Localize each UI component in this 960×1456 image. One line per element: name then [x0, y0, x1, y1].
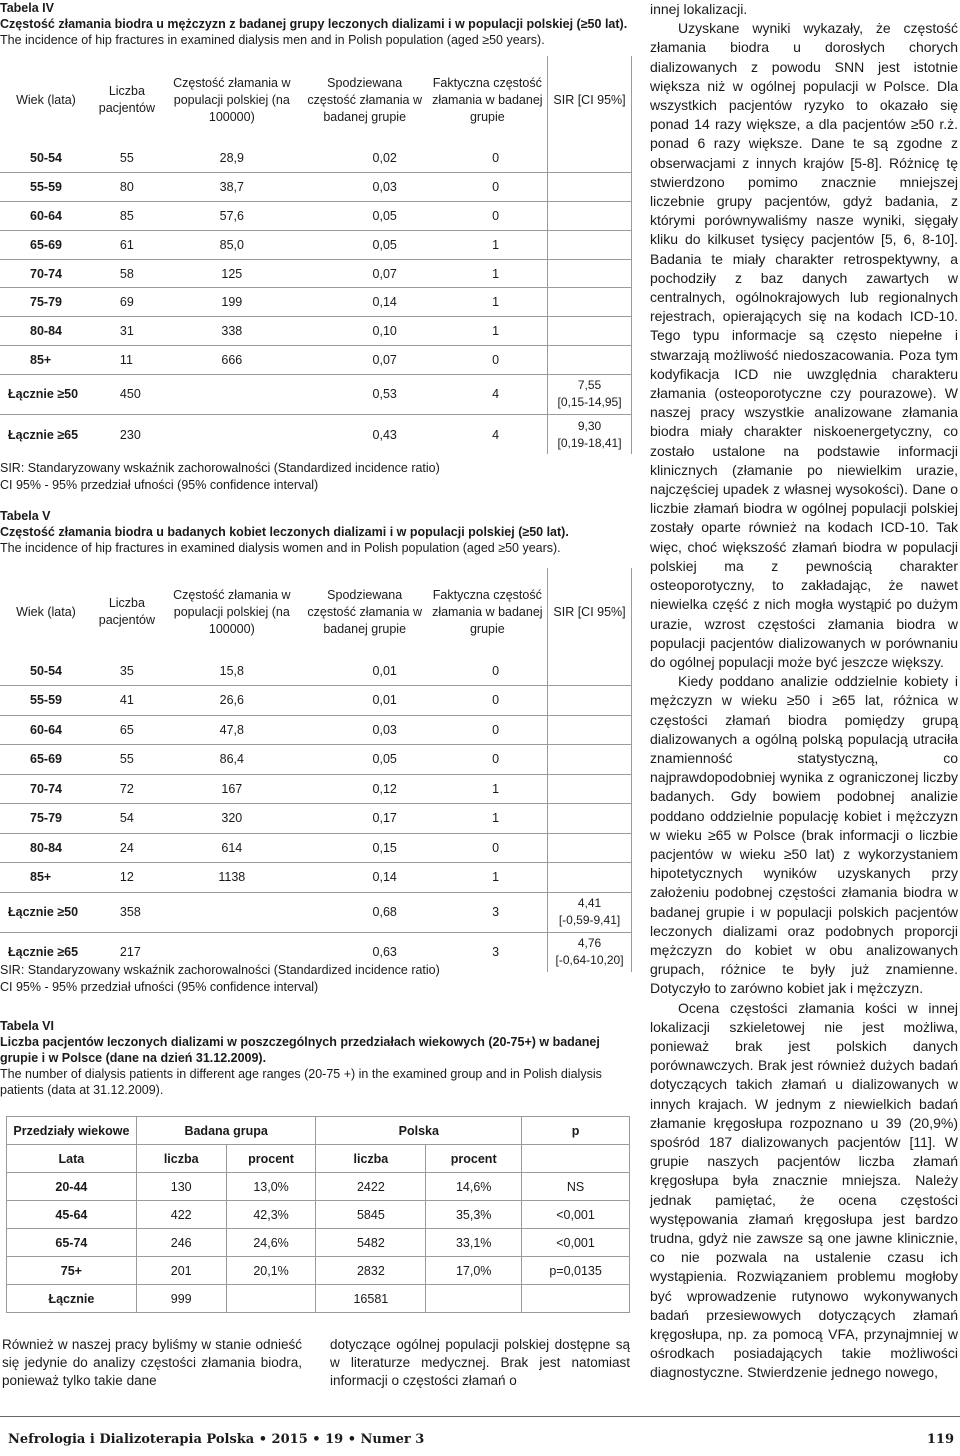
table5-cell-age: 60-64: [0, 715, 92, 745]
table5-cell-exp: 0,15: [302, 833, 428, 863]
table6-title-en: The number of dialysis patients in different age ranges (20-75 +) in the examined group and in Polish dialysis patients (data at 31.12.2009).: [0, 1067, 602, 1097]
table4-row: [0, 317, 632, 346]
table6-cell: 20,1%: [226, 1257, 316, 1285]
table4-cell-sir: [548, 173, 632, 202]
table6-cell: [426, 1285, 522, 1313]
table6-cell: 75+: [7, 1257, 137, 1285]
table4-column-header: Liczba pacjentów: [98, 84, 156, 115]
table5-column-header: Liczba pacjentów: [98, 596, 156, 627]
table6-cell: 2832: [316, 1257, 426, 1285]
table5-row: [0, 804, 632, 834]
table4-title-pl: Częstość złamania biodra u mężczyzn z badanej grupy leczonych dializami i w populacji polskiej (≥50 lat).: [0, 17, 628, 31]
table6-cell: 35,3%: [426, 1201, 522, 1229]
table6-header-row-2: [7, 1145, 630, 1173]
table5-header-row: [0, 568, 632, 656]
table4-cell-pl: 85,0: [162, 230, 302, 259]
table5-cell-age: Łącznie ≥50: [0, 892, 92, 932]
table4-caption: [0, 0, 632, 48]
table6-header-cell: [522, 1145, 630, 1173]
table4-column-header: Spodziewana częstość złamania w badanej grupie: [307, 75, 422, 124]
table6-cell: 130: [136, 1173, 226, 1201]
table4-cell-exp: 0,05: [302, 202, 428, 231]
body-text-col1: Również w naszej pracy byliśmy w stanie odnieść się jedynie do analizy częstości złamania biodra, ponieważ tylko takie dane: [2, 1337, 302, 1388]
table6-cell: 65-74: [7, 1229, 137, 1257]
table5-cell-act: 0: [428, 686, 548, 716]
table4-cell-sir: 7,55 [0,15-14,95]: [548, 374, 632, 414]
table4-label: Tabela IV: [0, 1, 54, 15]
table4-cell-pl: [162, 374, 302, 414]
table4-cell-act: 1: [428, 259, 548, 288]
table5-cell-act: 3: [428, 932, 548, 972]
table5-cell-age: Łącznie ≥65: [0, 932, 92, 972]
table5-cell-age: 55-59: [0, 686, 92, 716]
table4-cell-act: 1: [428, 230, 548, 259]
table4-title-en: The incidence of hip fractures in examined dialysis men and in Polish population (aged ≥50 years).: [0, 33, 545, 47]
table5-cell-age: 80-84: [0, 833, 92, 863]
table4-cell-n: 69: [92, 288, 162, 317]
table5-cell-exp: 0,05: [302, 745, 428, 775]
table4-cell-exp: 0,07: [302, 346, 428, 375]
table4-cell-sir: [548, 346, 632, 375]
table5-cell-age: 65-69: [0, 745, 92, 775]
table4-row: [0, 230, 632, 259]
paragraph: innej lokalizacji.: [650, 1, 748, 17]
table6-cell: 422: [136, 1201, 226, 1229]
table4-cell-pl: 666: [162, 346, 302, 375]
table4-column-header: SIR [CI 95%]: [548, 56, 632, 144]
table5-cell-n: 65: [92, 715, 162, 745]
table5-cell-exp: 0,14: [302, 863, 428, 893]
table4-cell-act: 0: [428, 346, 548, 375]
table4-cell-pl: 38,7: [162, 173, 302, 202]
table5-cell-exp: 0,68: [302, 892, 428, 932]
paragraph: Uzyskane wyniki wykazały, że częstość złamania biodra u dorosłych chorych dializowanych z powodu SNN jest istotnie większa niż w ogólnej populacji w Polsce. Dla wszystkich pacjentów ryzyko to okazało się ponad 14 razy większe, a dla pacjentów ≥50 r.ż. ponad 6 razy większe. Dane te są zgodne z obserwacjami z innych krajów [5-8]. Różnicę tę stwierdzono pomimo znacznie mniejszej liczebnie grupy pacjentów, gdyż badania, z którymi porównywaliśmy nasze wyniki, sięgały kliku do kilkuset tysięcy pacjentów [5, 6, 8-10]. Badania te miały charakter retrospektywny, a pochodziły z baz danych zawartych w centralnych, ogólnokrajowych lub regionalnych rejestrach, opierających się na kodach ICD-10. Tego typu informacje są często niepełne i stwarzają możliwość niedoszacowania. Poza tym kodyfikacja ICD nie uwzględnia charakteru złamania (osteoporotyczne czy pourazowe). W naszej pracy wszystkie analizowane złamania biodra miały charakter niskoenergetyczny, co zostało ustalone na podstawie informacji klinicznych (złamanie po niewielkim urazie, najczęściej upadek z własnej wysokości). Dane o liczbie złamań biodra w ogólnej populacji polskiej zostały oparte również na kodach ICD-10. Tak więc, choć większość złamań biodra w populacji polskiej ma z pewnością charakter osteoporotyczny, to zakładając, że nawet niewielka część z nich mogła wystąpić po dużym urazie, wzrost częstości złamania biodra w populacji pacjentów dializowanych w porównaniu do ogólnej populacji może być jeszcze większy.: [650, 20, 958, 670]
table4-cell-act: 4: [428, 374, 548, 414]
table6-cell: 17,0%: [426, 1257, 522, 1285]
table5-cell-pl: 86,4: [162, 745, 302, 775]
table5-note-sir: SIR: Standaryzowany wskaźnik zachorowalności (Standardized incidence ratio): [0, 963, 440, 977]
table4-cell-n: 31: [92, 317, 162, 346]
table4-column-header: Częstość złamania w populacji polskiej (na 100000): [173, 75, 291, 124]
table4-notes: [0, 460, 632, 494]
table6-cell: 2422: [316, 1173, 426, 1201]
table6-cell: 5482: [316, 1229, 426, 1257]
table5-title-en: The incidence of hip fractures in examined dialysis women and in Polish population (aged ≥50 years).: [0, 541, 561, 555]
table5-row: [0, 863, 632, 893]
table4-row: [0, 173, 632, 202]
table4-cell-act: 0: [492, 151, 500, 166]
table6-label: Tabela VI: [0, 1019, 54, 1033]
table6-row: [7, 1257, 630, 1285]
table4-cell-n: 450: [92, 374, 162, 414]
table4-cell-exp: 0,53: [302, 374, 428, 414]
table4-cell-act: 0: [428, 202, 548, 231]
table6-title-pl: Liczba pacjentów leczonych dializami w poszczególnych przedziałach wiekowych (20-75+) w badanej grupie i w Polsce (dane na dzień 31.12.2009).: [0, 1035, 600, 1065]
table4-cell-sir: [548, 288, 632, 317]
table5-cell-n: 41: [92, 686, 162, 716]
table4-cell-sir: [548, 202, 632, 231]
table6-cell: 33,1%: [426, 1229, 522, 1257]
table5-cell-exp: 0,12: [302, 774, 428, 804]
table5-cell-sir: [548, 686, 632, 716]
table4-cell-pl: 125: [162, 259, 302, 288]
table5-cell-pl: 167: [162, 774, 302, 804]
table5-cell-n: 35: [119, 663, 134, 678]
table5-cell-age: 70-74: [0, 774, 92, 804]
table4-column-header: Faktyczna częstość złamania w badanej grupie: [432, 75, 543, 124]
table5: [0, 568, 632, 972]
table6-cell: [522, 1285, 630, 1313]
table6-header-cell: Polska: [316, 1117, 522, 1145]
table5-cell-sir: [548, 656, 632, 686]
table6-header-cell: Przedziały wiekowe: [7, 1117, 137, 1145]
table5-row: [0, 774, 632, 804]
table4-note-ci: CI 95% - 95% przedział ufności (95% confidence interval): [0, 478, 319, 492]
table6-header-cell: Lata: [7, 1145, 137, 1173]
table5-cell-n: 24: [92, 833, 162, 863]
table6-header-row-1: [7, 1117, 630, 1145]
table4-cell-n: 55: [119, 151, 134, 166]
table4-cell-n: 11: [92, 346, 162, 375]
table4-row: [0, 346, 632, 375]
body-text-col2: dotyczące ogólnej populacji polskiej dostępne są w literaturze medycznej. Brak jest natomiast informacji o częstości złamań o: [330, 1337, 630, 1388]
table4-cell-age: Łącznie ≥50: [0, 374, 92, 414]
table5-label: Tabela V: [0, 509, 51, 523]
table5-cell-exp: 0,01: [302, 686, 428, 716]
table5-cell-n: 12: [92, 863, 162, 893]
table4-cell-exp: 0,10: [302, 317, 428, 346]
table4-row: [0, 288, 632, 317]
table6-cell: 16581: [316, 1285, 426, 1313]
paragraph: Ocena częstości złamania kości w innej lokalizacji szkieletowej nie jest możliwa, ponieważ brak jest polskich danych porównawczych. Brak jest również dużych badań dotyczących takich złamań u dializowanych w innych krajach. W jednym z niewielkich badań złamanie kręgosłupa rozpoznano u 39 (20,9%) spośród 187 dializowanych pacjentów [11]. W grupie naszych pacjentów liczba złamań kręgosłupa była znacznie mniejsza. Należy jednak pamiętać, że ocena częstości występowania złamań kręgosłupa jest bardzo trudna, gdyż nie zawsze są one jawne klinicznie, co nie pozwala na ustalenie czasu ich wystąpienia. Rozwiązaniem problemu mogłoby być wprowadzenie rutynowo wykonywanych badań przesiewowych dotyczących złamań kręgosłupa, np. za pomocą VFA, przynajmniej w ośrodkach posiadających takie możliwości diagnostyczne. Stwierdzenie jednego nowego,: [650, 999, 958, 1381]
table6: [6, 1116, 630, 1313]
table5-cell-act: 1: [428, 804, 548, 834]
table5-column-header: Faktyczna częstość złamania w badanej grupie: [432, 587, 543, 636]
table5-cell-exp: 0,63: [302, 932, 428, 972]
table4-cell-age: 65-69: [0, 230, 92, 259]
table5-cell-pl: 320: [162, 804, 302, 834]
table5-notes: [0, 962, 632, 996]
table4-cell-sir: [548, 259, 632, 288]
table5-title-pl: Częstość złamania biodra u badanych kobiet leczonych dializami i w populacji polskiej (≥50 lat).: [0, 525, 569, 539]
table5-cell-act: 1: [428, 774, 548, 804]
table6-cell: Łącznie: [7, 1285, 137, 1313]
table6-cell: 45-64: [7, 1201, 137, 1229]
table6-row: [7, 1285, 630, 1313]
table5-cell-sir: [548, 863, 632, 893]
table6-row: [7, 1229, 630, 1257]
table6-cell: 24,6%: [226, 1229, 316, 1257]
table4-cell-age: 60-64: [0, 202, 92, 231]
table4-column-header: Wiek (lata): [16, 92, 76, 107]
table6-cell: NS: [522, 1173, 630, 1201]
table5-cell-sir: [548, 774, 632, 804]
table5-cell-exp: 0,01: [372, 663, 397, 678]
table5-cell-pl: [162, 892, 302, 932]
table4-cell-pl: [162, 414, 302, 454]
table4-cell-sir: [548, 230, 632, 259]
table5-cell-sir: 4,76 [-0,64-10,20]: [548, 932, 632, 972]
table4-cell-n: 61: [92, 230, 162, 259]
table5-cell-sir: [548, 804, 632, 834]
table6-cell: 999: [136, 1285, 226, 1313]
table5-cell-pl: 1138: [162, 863, 302, 893]
table6-cell: 201: [136, 1257, 226, 1285]
table4-cell-age: 70-74: [0, 259, 92, 288]
table5-cell-pl: 26,6: [162, 686, 302, 716]
table4-header-row: [0, 56, 632, 144]
table4-row: [0, 202, 632, 231]
table5-column-header: SIR [CI 95%]: [548, 568, 632, 656]
table5-cell-n: 55: [92, 745, 162, 775]
table5-cell-age: 50-54: [30, 663, 62, 678]
table4-cell-sir: [548, 317, 632, 346]
table5-row: [0, 656, 632, 686]
table6-header-cell: procent: [426, 1145, 522, 1173]
table5-row: [0, 892, 632, 932]
table6-header-cell: procent: [226, 1145, 316, 1173]
table5-cell-sir: [548, 745, 632, 775]
table4-cell-age: 85+: [0, 346, 92, 375]
table5-cell-age: 75-79: [0, 804, 92, 834]
table6-cell: 5845: [316, 1201, 426, 1229]
table5-cell-n: 54: [92, 804, 162, 834]
table6-cell: <0,001: [522, 1229, 630, 1257]
table4-cell-exp: 0,07: [302, 259, 428, 288]
table4-row: [0, 259, 632, 288]
page-number: 119: [926, 1432, 954, 1447]
table4-cell-age: 50-54: [30, 151, 62, 166]
table4-cell-exp: 0,03: [302, 173, 428, 202]
table5-cell-act: 0: [428, 745, 548, 775]
table4-cell-act: 4: [428, 414, 548, 454]
table5-cell-pl: 614: [162, 833, 302, 863]
table4-cell-pl: 28,9: [219, 151, 244, 166]
paragraph: Kiedy poddano analizie oddzielnie kobiety i mężczyzn w wieku ≥50 i ≥65 lat, różnica w częstości złamań biodra pomiędzy grupą dializowanych a ogólną polską populacją utraciła znamienność statystyczną, co najprawdopodobniej wynika z ograniczonej liczby badanych. Gdy bowiem podobnej analizie poddano oddzielnie populację kobiet i mężczyzn w wieku ≥65 w Polsce (brak informacji o liczbie pacjentów w wieku ≥50 lat) z wykorzystaniem hipotetycznych wyników uzyskanych przy założeniu podobnej częstości złamania biodra w badanej grupie i w populacji polskich pacjentów leczonych dializami oraz podobnych proporcji mężczyzn do kobiet w obu analizowanych grupach, różnice te były już znamienne. Dotyczyło to zarówno kobiet jak i mężczyzn.: [650, 673, 958, 997]
table6-header-cell: p: [522, 1117, 630, 1145]
table4-cell-exp: 0,14: [302, 288, 428, 317]
table4-cell-exp: 0,43: [302, 414, 428, 454]
table5-row: [0, 833, 632, 863]
table5-column-header: Wiek (lata): [16, 604, 76, 619]
table6-cell: 246: [136, 1229, 226, 1257]
table6-row: [7, 1201, 630, 1229]
table5-cell-age: 85+: [0, 863, 92, 893]
table4-cell-act: 0: [428, 173, 548, 202]
table5-cell-act: 0: [428, 833, 548, 863]
table5-cell-pl: 15,8: [219, 663, 244, 678]
table4-cell-age: 80-84: [0, 317, 92, 346]
table4-cell-n: 85: [92, 202, 162, 231]
table4-cell-act: 1: [428, 288, 548, 317]
table4-cell-pl: 199: [162, 288, 302, 317]
journal-title: Nefrologia i Dializoterapia Polska • 2015 • 19 • Numer 3: [8, 1432, 425, 1447]
table4-cell-age: 75-79: [0, 288, 92, 317]
table4-row: [0, 414, 632, 454]
table6-cell: 14,6%: [426, 1173, 522, 1201]
table6-header-cell: liczba: [136, 1145, 226, 1173]
table6-caption: [0, 1018, 632, 1098]
table4-cell-n: 58: [92, 259, 162, 288]
table5-cell-sir: 4,41 [-0,59-9,41]: [548, 892, 632, 932]
table5-cell-pl: 47,8: [162, 715, 302, 745]
table4-cell-n: 80: [92, 173, 162, 202]
table5-row: [0, 745, 632, 775]
table6-header-cell: Badana grupa: [136, 1117, 316, 1145]
table4-cell-exp: 0,05: [302, 230, 428, 259]
table4-row: [0, 144, 632, 173]
table4-cell-n: 230: [92, 414, 162, 454]
table5-cell-act: 0: [492, 663, 500, 678]
table4-cell-sir: 9,30 [0,19-18,41]: [548, 414, 632, 454]
table6-cell: 13,0%: [226, 1173, 316, 1201]
table5-row: [0, 715, 632, 745]
table5-cell-act: 1: [428, 863, 548, 893]
table6-cell: <0,001: [522, 1201, 630, 1229]
table6-cell: 42,3%: [226, 1201, 316, 1229]
table6-cell: [226, 1285, 316, 1313]
table5-cell-sir: [548, 833, 632, 863]
table4-cell-age: 55-59: [0, 173, 92, 202]
table5-cell-n: 358: [92, 892, 162, 932]
table4-cell-pl: 338: [162, 317, 302, 346]
table5-cell-act: 3: [428, 892, 548, 932]
table4-cell-sir: [548, 144, 632, 173]
table6-cell: 20-44: [7, 1173, 137, 1201]
table5-note-ci: CI 95% - 95% przedział ufności (95% confidence interval): [0, 980, 319, 994]
table4-cell-pl: 57,6: [162, 202, 302, 231]
table5-cell-exp: 0,03: [302, 715, 428, 745]
table6-row: [7, 1173, 630, 1201]
table5-row: [0, 686, 632, 716]
footer-rule: [0, 1416, 960, 1417]
table5-cell-act: 0: [428, 715, 548, 745]
table5-column-header: Spodziewana częstość złamania w badanej grupie: [307, 587, 422, 636]
table4-cell-exp: 0,02: [372, 151, 397, 166]
table5-cell-exp: 0,17: [302, 804, 428, 834]
table5-cell-sir: [548, 715, 632, 745]
table4-cell-act: 1: [428, 317, 548, 346]
table5-caption: [0, 508, 632, 556]
table5-cell-n: 217: [92, 932, 162, 972]
table4-cell-age: Łącznie ≥65: [0, 414, 92, 454]
table4: [0, 56, 632, 454]
table4-note-sir: SIR: Standaryzowany wskaźnik zachorowalności (Standardized incidence ratio): [0, 461, 440, 475]
page-footer: [0, 1410, 960, 1456]
table5-column-header: Częstość złamania w populacji polskiej (na 100000): [173, 587, 291, 636]
table6-header-cell: liczba: [316, 1145, 426, 1173]
table5-cell-n: 72: [92, 774, 162, 804]
table6-cell: p=0,0135: [522, 1257, 630, 1285]
body-text-right: [650, 0, 958, 1383]
table4-row: [0, 374, 632, 414]
